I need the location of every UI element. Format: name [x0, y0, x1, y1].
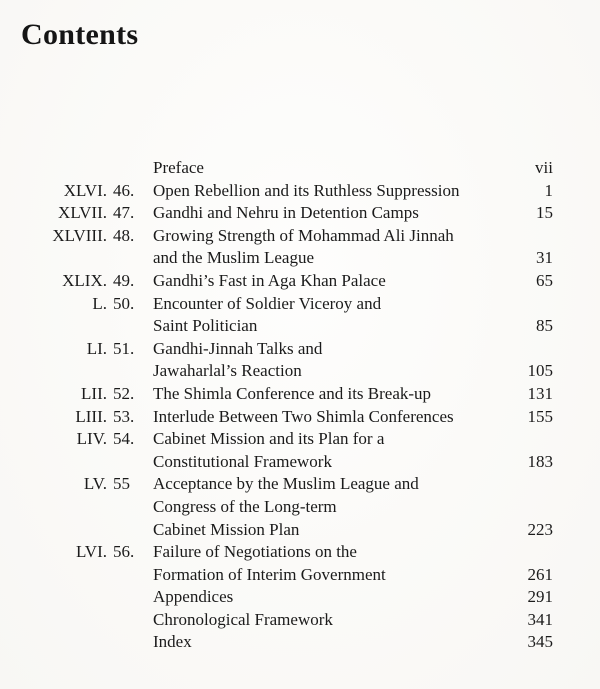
toc-row: [0, 225, 600, 248]
toc-page-number: 291: [527, 587, 553, 607]
toc-row: [0, 496, 600, 519]
toc-page-number: 15: [536, 203, 553, 223]
toc-page-number: 131: [527, 383, 553, 403]
toc-entry-title: Chronological Framework: [153, 609, 333, 629]
toc-entry-title: Cabinet Mission Plan: [153, 519, 300, 539]
toc-row: [0, 293, 600, 316]
toc-entry-title: Cabinet Mission and its Plan for a: [153, 429, 385, 449]
toc-row: [0, 338, 600, 361]
toc-page-number: 261: [527, 564, 553, 584]
toc-entry-title: Growing Strength of Mohammad Ali Jinnah: [153, 225, 454, 245]
toc-page-number: 1: [544, 180, 553, 200]
table-of-contents: [0, 157, 600, 654]
toc-page-number: vii: [535, 158, 553, 177]
toc-entry-title: Formation of Interim Government: [153, 564, 386, 584]
toc-row: [0, 541, 600, 564]
toc-row: [0, 586, 600, 609]
toc-entry-title: Preface: [153, 158, 204, 177]
toc-entry-title: Failure of Negotiations on the: [153, 542, 357, 562]
toc-row: [0, 180, 600, 203]
toc-chapter-number: 51.: [113, 338, 135, 358]
toc-chapter-number: 54.: [113, 429, 135, 449]
toc-page-number: 341: [527, 609, 553, 629]
page-title: Contents: [21, 18, 139, 51]
toc-page-number: 223: [527, 519, 553, 539]
toc-entry-title: and the Muslim League: [153, 248, 314, 268]
toc-row: [0, 519, 600, 542]
toc-row: [0, 157, 600, 180]
toc-entry-title: Index: [153, 632, 192, 652]
toc-chapter-number: 47.: [113, 203, 135, 223]
toc-chapter-number: 53.: [113, 406, 135, 426]
toc-row: [0, 202, 600, 225]
toc-chapter-number: 49.: [113, 270, 135, 290]
toc-roman-numeral: XLVII.: [58, 203, 107, 223]
toc-row: [0, 360, 600, 383]
toc-chapter-number: 56.: [113, 542, 135, 562]
toc-page-number: 31: [536, 248, 553, 268]
toc-row: [0, 631, 600, 654]
toc-row: [0, 428, 600, 451]
toc-row: [0, 270, 600, 293]
toc-chapter-number: 52.: [113, 383, 135, 403]
toc-roman-numeral: LIV.: [76, 429, 107, 449]
toc-roman-numeral: XLVI.: [63, 180, 107, 200]
toc-entry-title: Acceptance by the Muslim League and: [153, 474, 419, 494]
toc-roman-numeral: LII.: [81, 383, 107, 403]
toc-row: [0, 451, 600, 474]
toc-chapter-number: 50.: [113, 293, 135, 313]
toc-roman-numeral: XLVIII.: [52, 225, 107, 245]
toc-roman-numeral: LI.: [86, 338, 107, 358]
toc-page-number: 155: [527, 406, 553, 426]
toc-page-number: 345: [527, 632, 553, 652]
toc-entry-title: Interlude Between Two Shimla Conferences: [153, 406, 454, 426]
toc-row: [0, 383, 600, 406]
toc-entry-title: Gandhi-Jinnah Talks and: [153, 338, 323, 358]
toc-row: [0, 315, 600, 338]
toc-entry-title: Gandhi and Nehru in Detention Camps: [153, 203, 419, 223]
toc-entry-title: Congress of the Long-term: [153, 496, 337, 516]
toc-entry-title: Jawaharlal’s Reaction: [153, 361, 302, 381]
toc-row: [0, 609, 600, 632]
toc-row: [0, 247, 600, 270]
toc-entry-title: Constitutional Framework: [153, 451, 332, 471]
toc-row: [0, 564, 600, 587]
toc-chapter-number: 48.: [113, 225, 135, 245]
toc-entry-title: The Shimla Conference and its Break-up: [153, 383, 432, 403]
toc-roman-numeral: XLIX.: [62, 270, 107, 290]
toc-roman-numeral: LIII.: [75, 406, 107, 426]
toc-page-number: 85: [536, 316, 553, 336]
toc-page-number: 105: [527, 361, 553, 381]
toc-chapter-number: 55: [113, 474, 130, 494]
toc-entry-title: Encounter of Soldier Viceroy and: [153, 293, 382, 313]
toc-entry-title: Open Rebellion and its Ruthless Suppression: [153, 180, 460, 200]
toc-row: [0, 406, 600, 429]
toc-roman-numeral: L.: [92, 293, 107, 313]
toc-roman-numeral: LVI.: [75, 542, 107, 562]
toc-chapter-number: 46.: [113, 180, 135, 200]
toc-page-number: 65: [536, 270, 553, 290]
toc-entry-title: Gandhi’s Fast in Aga Khan Palace: [153, 270, 386, 290]
toc-entry-title: Saint Politician: [153, 316, 258, 336]
toc-roman-numeral: LV.: [83, 474, 107, 494]
toc-row: [0, 473, 600, 496]
toc-entry-title: Appendices: [153, 587, 234, 607]
toc-page-number: 183: [527, 451, 553, 471]
